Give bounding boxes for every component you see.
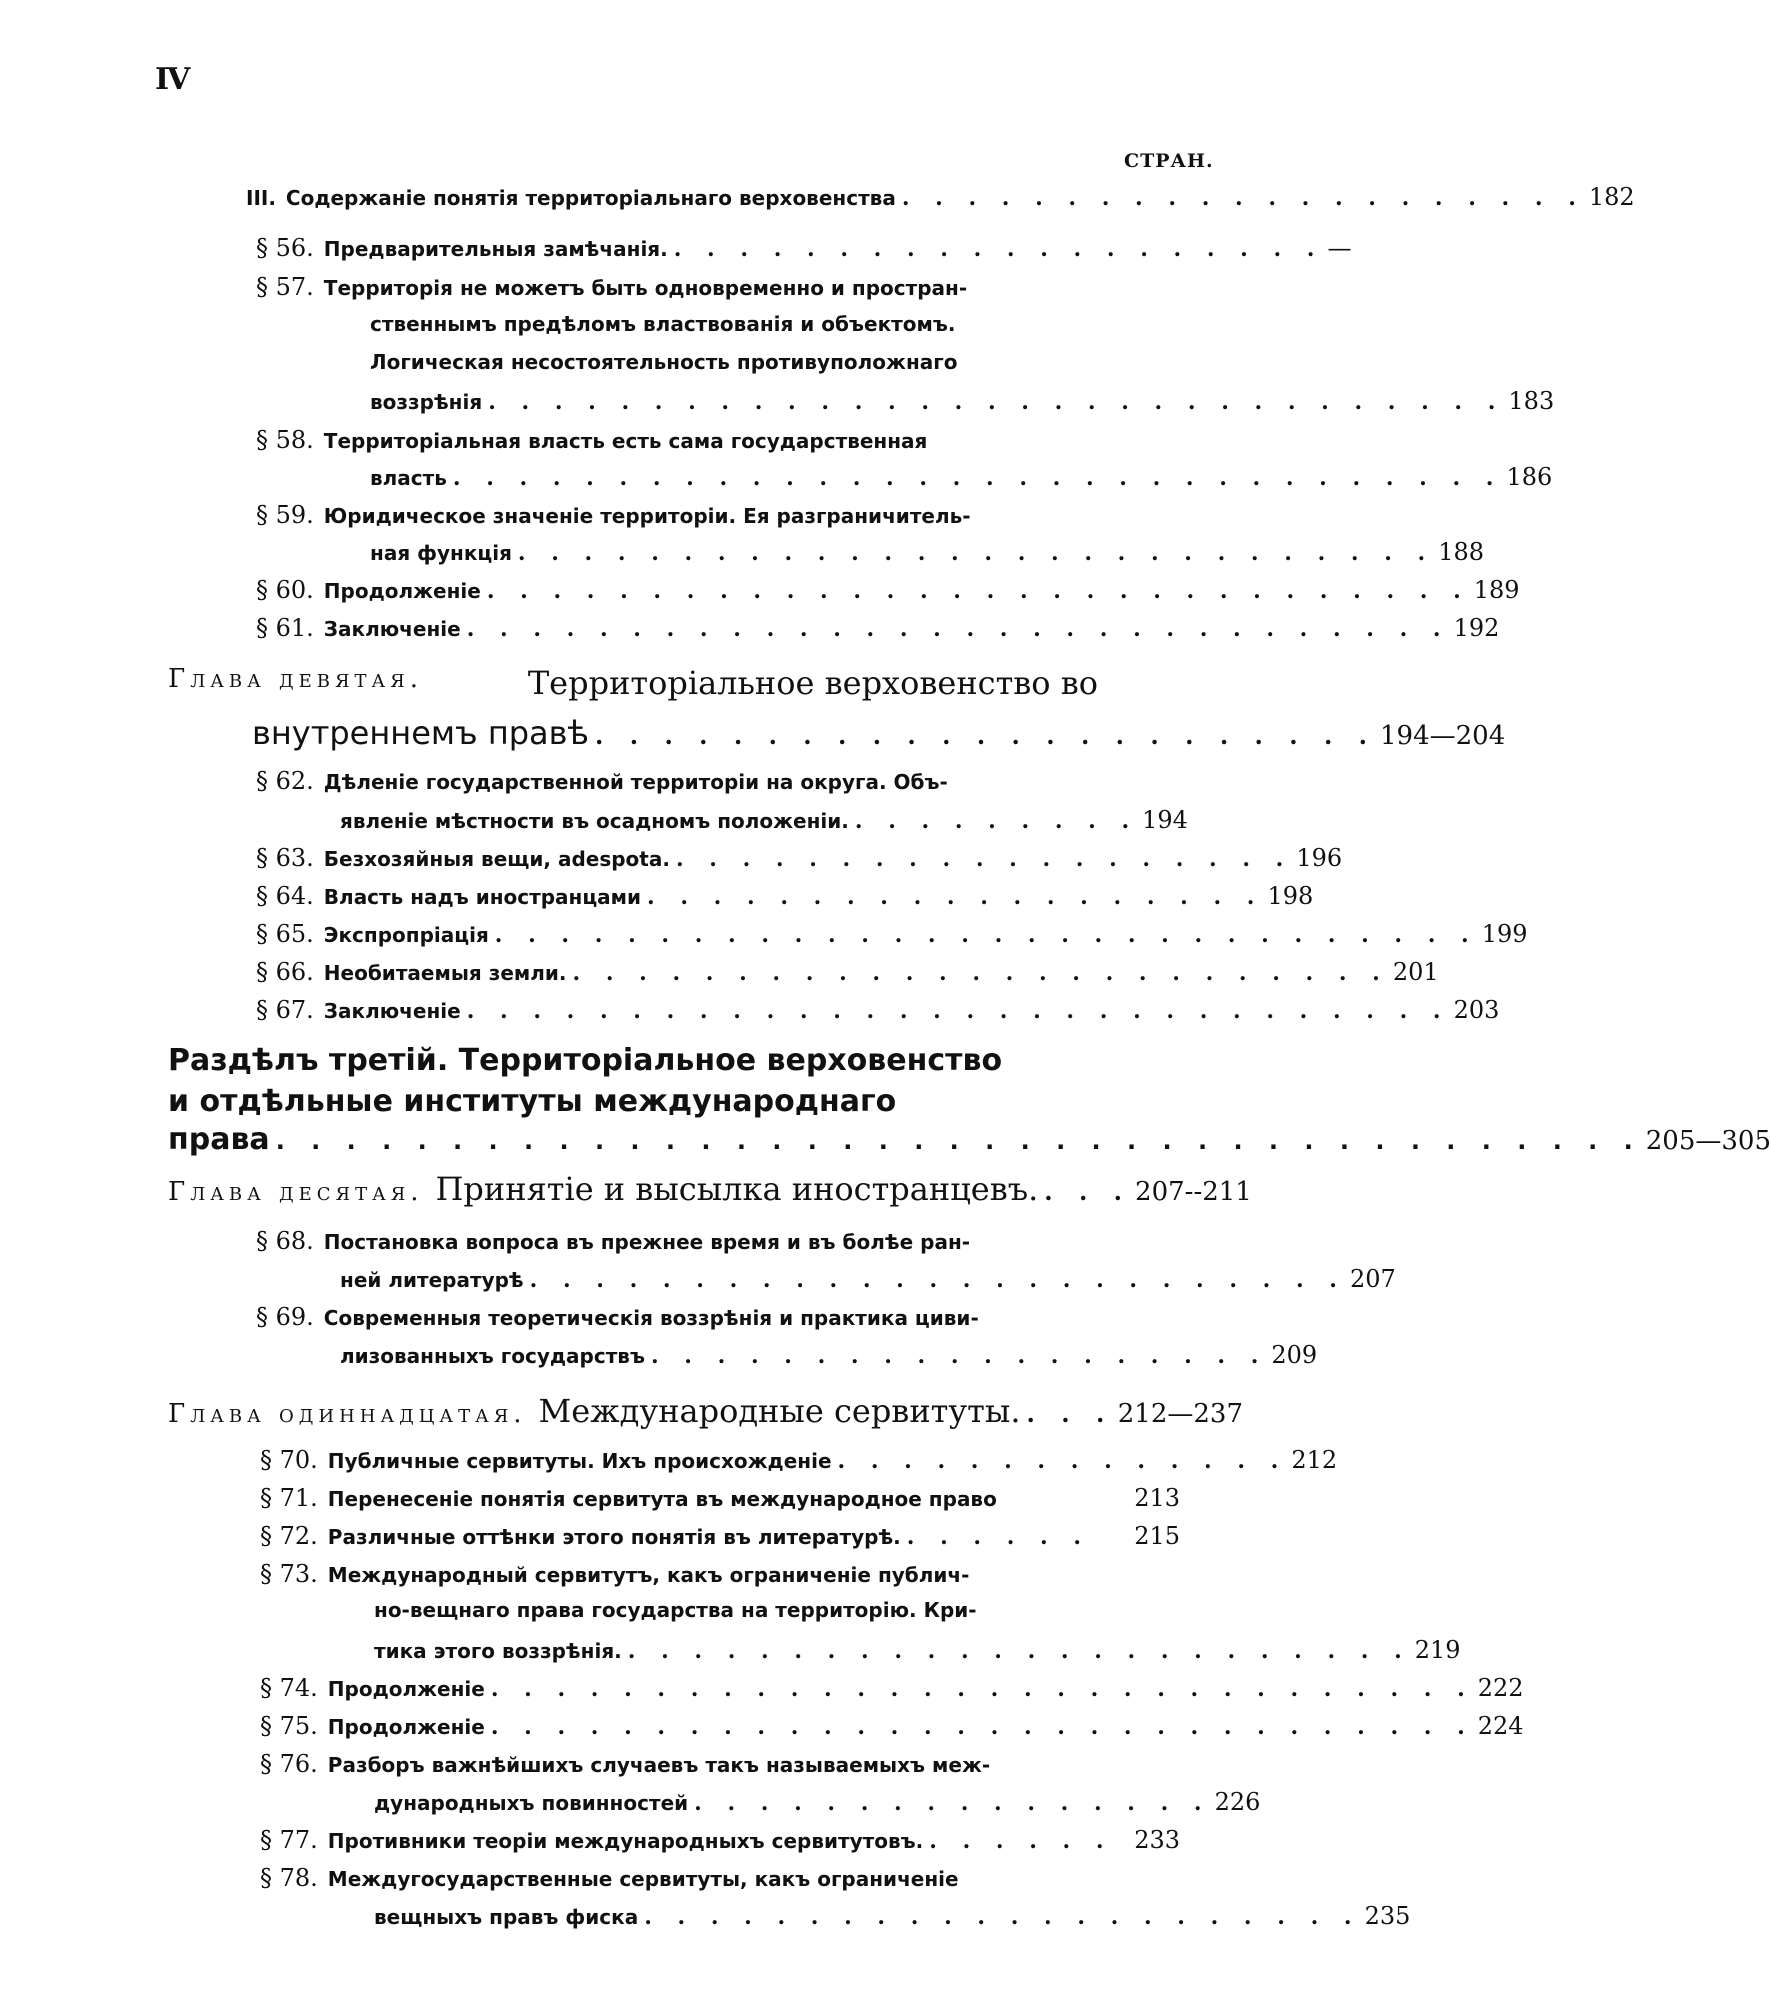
toc-entry-s57: [256, 273, 1156, 301]
part-3-heading: Раздѣлъ третій. Территоріальное верховенство: [168, 1043, 1003, 1078]
leader-dots: . . . . . . . . . . . . . . . . . . . . .: [901, 185, 1585, 211]
entry-page: 203: [1453, 996, 1500, 1024]
toc-entry-s76-end: [374, 1788, 1261, 1816]
entry-title: Заключеніе: [323, 999, 461, 1023]
entry-page: 213: [1134, 1484, 1180, 1512]
entry-page: 198: [1267, 882, 1314, 910]
leader-dots: . . . . . . . . .: [854, 808, 1139, 834]
toc-entry-s74: [260, 1674, 1524, 1702]
entry-number: § 56.: [256, 234, 314, 262]
entry-page: —: [1327, 234, 1352, 262]
leader-dots: . . . . . . . . . . . . . . . . . . . . . .: [644, 1904, 1361, 1930]
toc-entry-s71: [260, 1484, 1180, 1512]
leader-dots: . . . . . . . . . . . . . . . . . . .: [675, 846, 1293, 872]
toc-entry-s59-end: [370, 538, 1484, 566]
entry-title-end: ная функція: [370, 541, 512, 565]
entry-page: 222: [1477, 1674, 1524, 1702]
entry-page: 196: [1296, 844, 1343, 872]
entry-title: Власть надъ иностранцами: [323, 885, 642, 909]
entry-title: Публичные сервитуты. Ихъ происхожденіе: [327, 1449, 832, 1473]
entry-number: § 70.: [260, 1446, 318, 1474]
chapter-11-heading: [168, 1392, 1243, 1430]
entry-number: § 62.: [256, 767, 314, 795]
entry-title-end: ней литературѣ: [340, 1268, 524, 1292]
entry-continuation: но-вещнаго права государства на территорію. Кри-: [374, 1598, 977, 1622]
entry-title: Междугосударственные сервитуты, какъ ограниченіе: [327, 1867, 959, 1891]
toc-entry-s61: [256, 614, 1500, 642]
entry-number: § 68.: [256, 1227, 314, 1255]
entry-title: Разборъ важнѣйшихъ случаевъ такъ называемыхъ меж-: [327, 1753, 991, 1777]
toc-entry-s58-end: [370, 463, 1553, 491]
entry-title: Предварительныя замѣчанія.: [323, 237, 668, 261]
toc-entry-s62-end: [340, 806, 1188, 834]
chapter-label: Глава десятая.: [168, 1177, 424, 1207]
entry-title: Противники теоріи международныхъ сервитутовъ.: [327, 1829, 924, 1853]
entry-page: 212: [1291, 1446, 1338, 1474]
entry-number: § 65.: [256, 920, 314, 948]
page-number: IV: [155, 62, 189, 97]
entry-number: § 69.: [256, 1303, 314, 1331]
leader-dots: . . .: [1044, 1177, 1132, 1206]
entry-number: § 75.: [260, 1712, 318, 1740]
toc-entry-s69-end: [340, 1341, 1318, 1369]
entry-number: § 67.: [256, 996, 314, 1024]
entry-title: Современныя теоретическія воззрѣнія и практика циви-: [323, 1306, 979, 1330]
toc-entry-s73-end: [374, 1636, 1461, 1664]
entry-title: Постановка вопроса въ прежнее время и въ болѣе ран-: [323, 1230, 971, 1254]
entry-number: § 58.: [256, 426, 314, 454]
entry-title: Заключеніе: [323, 617, 461, 641]
entry-number: § 77.: [260, 1826, 318, 1854]
leader-dots: . . . . . . . . . . . . . . . . . . . .: [673, 236, 1324, 262]
leader-dots: . . . . . . . . . . . . . . . . . . . . . . . . . . . . . .: [486, 578, 1470, 604]
chapter-title: Территоріальное верховенство во: [527, 664, 1098, 702]
leader-dots: . . . . . . . . . . . . . . . . . . . . . . . .: [627, 1638, 1411, 1664]
entry-title-end: воззрѣнія: [370, 390, 483, 414]
toc-entry-s73: [260, 1560, 1170, 1588]
entry-title: Различные оттѣнки этого понятія въ литературѣ.: [327, 1525, 901, 1549]
leader-dots: . . . . . . . . . . . . . . . . . . . . . . . . . . . . . . .: [488, 389, 1505, 415]
toc-entry-s56: [256, 234, 1352, 262]
entry-page: 207: [1349, 1265, 1396, 1293]
entry-page: 194: [1142, 806, 1188, 834]
leader-dots: . . . . . . . . . . . . . . . . . . .: [647, 884, 1264, 910]
chapter-9-heading-end: [252, 714, 1506, 752]
part-3-heading-line2: и отдѣльные институты международнаго: [168, 1084, 897, 1119]
chapter-pages: 207--211: [1135, 1177, 1252, 1207]
toc-entry-s65: [256, 920, 1528, 948]
entry-number: § 57.: [256, 273, 314, 301]
leader-dots: . . . . . . . . . . . . . . . . . . .: [650, 1343, 1268, 1369]
chapter-9-heading: [168, 664, 1098, 702]
toc-entry-s68: [256, 1227, 1166, 1255]
entry-number: § 64.: [256, 882, 314, 910]
entry-number: § 74.: [260, 1674, 318, 1702]
entry-page: 209: [1271, 1341, 1318, 1369]
toc-entry-s77: [260, 1826, 1180, 1854]
leader-dots: . . . . . . . . . . . . . . . . . . . . . . . . . . . . . .: [494, 922, 1478, 948]
toc-entry-s68-end: [340, 1265, 1396, 1293]
chapter-title-end: внутреннемъ правѣ: [252, 714, 590, 752]
leader-dots: . . . . . . . . . . . . . . . . . . . . . . . . . . . . . .: [490, 1714, 1474, 1740]
toc-entry-s70: [260, 1446, 1338, 1474]
leader-dots: . . . . . . . . . . . . . . . . . . . . . . . . . . . . . . . .: [452, 465, 1503, 491]
part-pages: 205—305: [1645, 1126, 1771, 1156]
toc-entry-s78: [260, 1864, 1170, 1892]
entry-number: III.: [246, 186, 276, 210]
entry-page: 201: [1392, 958, 1439, 986]
toc-entry-s75: [260, 1712, 1524, 1740]
leader-dots: . . . . . .: [929, 1828, 1113, 1854]
entry-title-end: лизованныхъ государствъ: [340, 1344, 645, 1368]
entry-title: Содержаніе понятія территоріальнаго верховенства: [285, 186, 896, 210]
entry-title: Необитаемыя земли.: [323, 961, 567, 985]
entry-number: § 76.: [260, 1750, 318, 1778]
leader-dots: . . . . . . . . . . . . . . . . . . . . . . . . . . . . . .: [466, 616, 1450, 642]
toc-entry-s76: [260, 1750, 1170, 1778]
toc-entry-s62: [256, 767, 1156, 795]
entry-title: Продолженіе: [323, 579, 481, 603]
entry-title: Юридическое значеніе территоріи. Ея разграничитель-: [323, 504, 971, 528]
entry-number: § 61.: [256, 614, 314, 642]
entry-title: Продолженіе: [327, 1715, 485, 1739]
entry-page: 199: [1481, 920, 1528, 948]
toc-entry-s60: [256, 576, 1520, 604]
entry-title: Территоріальная власть есть сама государственная: [323, 429, 928, 453]
entry-title: Международный сервитутъ, какъ ограниченіе публич-: [327, 1563, 970, 1587]
entry-title: Территорія не можетъ быть одновременно и простран-: [323, 276, 968, 300]
chapter-pages: 212—237: [1117, 1399, 1243, 1429]
part-3-heading-end: [168, 1122, 1771, 1157]
leader-dots: . . . . . .: [906, 1524, 1091, 1550]
toc-entry-s66: [256, 958, 1439, 986]
entry-title: Дѣленіе государственной территоріи на округа. Объ-: [323, 770, 948, 794]
chapter-10-heading: [168, 1170, 1252, 1208]
entry-number: § 66.: [256, 958, 314, 986]
chapter-pages: 194—204: [1380, 721, 1506, 751]
entry-page: 182: [1588, 183, 1635, 211]
leader-dots: . . . . . . . . . . . . . . . . . . . . . . .: [595, 721, 1377, 750]
entry-title-end: явленіе мѣстности въ осадномъ положеніи.: [340, 809, 849, 833]
entry-page: 235: [1364, 1902, 1411, 1930]
entry-page: 215: [1134, 1522, 1180, 1550]
toc-entry-s67: [256, 996, 1500, 1024]
part-title-end: права: [168, 1122, 270, 1157]
column-header: СТРАН.: [1124, 150, 1214, 172]
entry-title: Продолженіе: [327, 1677, 485, 1701]
toc-entry-s58: [256, 426, 1156, 454]
entry-number: § 78.: [260, 1864, 318, 1892]
leader-dots: . . . . . . . . . . . . . . . . . . . . . . . . .: [572, 960, 1389, 986]
toc-entry-s63: [256, 844, 1343, 872]
entry-number: § 71.: [260, 1484, 318, 1512]
toc-entry-s72: [260, 1522, 1180, 1550]
entry-page: 183: [1508, 387, 1555, 415]
leader-dots: . . . . . . . . . . . . . . . . . . . . . . . . . . . . . .: [466, 998, 1450, 1024]
toc-entry-s64: [256, 882, 1314, 910]
toc-entry-s69: [256, 1303, 1166, 1331]
leader-dots: . . . . . . . . . . . . . . . .: [694, 1790, 1211, 1816]
entry-number: § 73.: [260, 1560, 318, 1588]
chapter-title: Принятіе и высылка иностранцевъ.: [435, 1170, 1039, 1208]
entry-title-end: дународныхъ повинностей: [374, 1791, 689, 1815]
entry-page: 188: [1438, 538, 1484, 566]
chapter-title: Международные сервитуты.: [538, 1392, 1021, 1430]
entry-page: 192: [1453, 614, 1500, 642]
leader-dots: . . . . . . . . . . . . . .: [837, 1448, 1288, 1474]
entry-title: Безхозяйныя вещи, adespota.: [323, 847, 670, 871]
leader-dots: . . . . . . . . . . . . . . . . . . . . . . . . .: [529, 1267, 1346, 1293]
entry-title-end: вещныхъ правъ фиска: [374, 1905, 639, 1929]
entry-continuation: ственнымъ предѣломъ властвованія и объектомъ.: [370, 312, 956, 336]
leader-dots: . . . . . . . . . . . . . . . . . . . . . . . . . . . . . . . . . . . . . . .: [275, 1127, 1642, 1155]
entry-title: Перенесеніе понятія сервитута въ международное право: [327, 1487, 997, 1511]
chapter-label: Глава девятая.: [168, 664, 423, 694]
entry-page: 186: [1506, 463, 1553, 491]
entry-number: § 60.: [256, 576, 314, 604]
toc-entry-s57-end: [370, 387, 1555, 415]
toc-entry-s59: [256, 501, 1156, 529]
entry-number: § 72.: [260, 1522, 318, 1550]
leader-dots: . . . . . . . . . . . . . . . . . . . . . . . . . . . . . .: [490, 1676, 1474, 1702]
entry-title-end: власть: [370, 466, 447, 490]
toc-entry-iii: [246, 183, 1635, 211]
entry-title-end: тика этого воззрѣнія.: [374, 1639, 622, 1663]
entry-page: 226: [1214, 1788, 1261, 1816]
leader-dots: . . . . . . . . . . . . . . . . . . . . . . . . . . . .: [517, 540, 1435, 566]
entry-title: Экспропріація: [323, 923, 489, 947]
toc-entry-s78-end: [374, 1902, 1411, 1930]
entry-page: 224: [1477, 1712, 1524, 1740]
entry-page: 189: [1473, 576, 1520, 604]
entry-continuation: Логическая несостоятельность противуположнаго: [370, 350, 958, 374]
entry-number: § 59.: [256, 501, 314, 529]
entry-number: § 63.: [256, 844, 314, 872]
leader-dots: . . .: [1026, 1399, 1114, 1428]
chapter-label: Глава одиннадцатая.: [168, 1399, 527, 1429]
entry-page: 233: [1134, 1826, 1180, 1854]
entry-page: 219: [1414, 1636, 1461, 1664]
